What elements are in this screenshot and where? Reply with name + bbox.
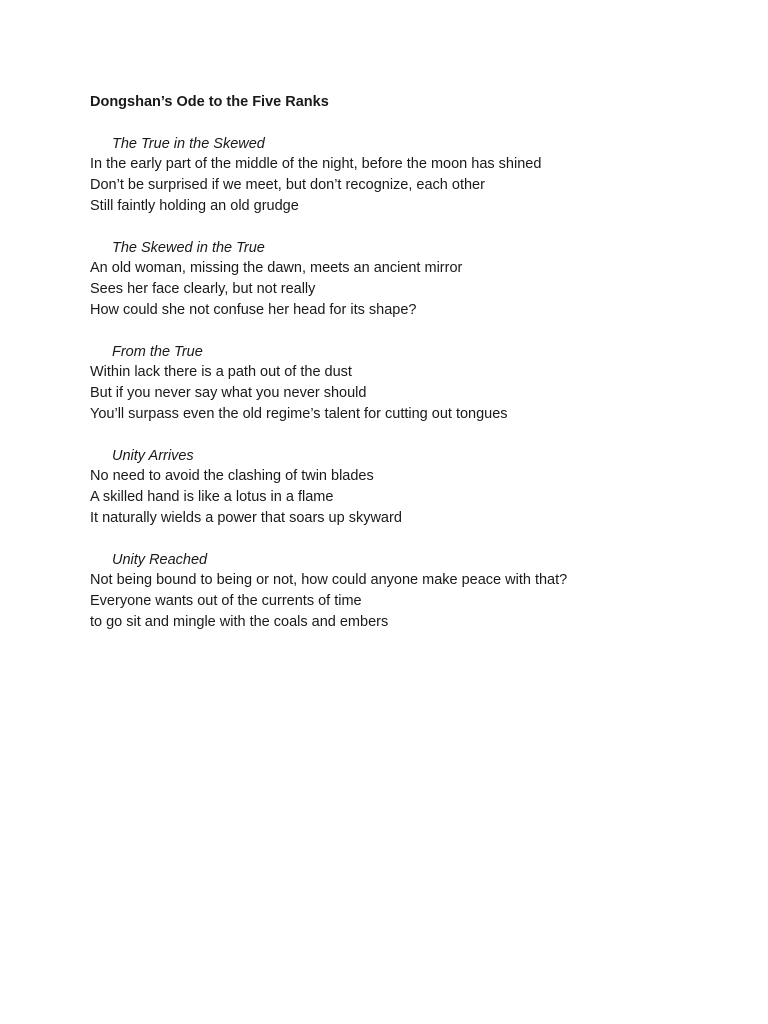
poem-line: It naturally wields a power that soars up skyward: [90, 509, 402, 526]
poem-line: Sees her face clearly, but not really: [90, 281, 316, 298]
poem-line: An old woman, missing the dawn, meets an ancient mirror: [90, 260, 463, 277]
document-title: Dongshan’s Ode to the Five Ranks: [90, 94, 329, 110]
poem-line: How could she not confuse her head for its shape?: [90, 301, 417, 318]
poem-line: Everyone wants out of the currents of time: [90, 593, 362, 610]
stanza-skewed-in-true: [90, 238, 730, 321]
poem-line: Don’t be surprised if we meet, but don’t recognize, each other: [90, 177, 485, 194]
poem-line: No need to avoid the clashing of twin blades: [90, 468, 374, 485]
stanza-heading: The True in the Skewed: [112, 135, 265, 152]
poem-line: A skilled hand is like a lotus in a flame: [90, 489, 334, 506]
poem-line: Within lack there is a path out of the dust: [90, 364, 352, 381]
stanza-unity-arrives: [90, 446, 730, 529]
document-page: [90, 92, 730, 654]
stanza-heading: Unity Arrives: [112, 447, 194, 464]
poem-line: But if you never say what you never should: [90, 385, 367, 402]
poem-line: to go sit and mingle with the coals and embers: [90, 613, 389, 630]
stanza-unity-reached: [90, 550, 730, 633]
poem-line: Still faintly holding an old grudge: [90, 197, 299, 214]
stanza-true-in-skewed: [90, 134, 730, 217]
poem-line: In the early part of the middle of the night, before the moon has shined: [90, 156, 542, 173]
stanza-heading: The Skewed in the True: [112, 239, 265, 256]
stanza-from-the-true: [90, 342, 730, 425]
poem-line: Not being bound to being or not, how could anyone make peace with that?: [90, 572, 568, 589]
stanza-heading: From the True: [112, 343, 203, 360]
poem-line: You’ll surpass even the old regime’s talent for cutting out tongues: [90, 405, 508, 422]
stanza-heading: Unity Reached: [112, 551, 208, 568]
